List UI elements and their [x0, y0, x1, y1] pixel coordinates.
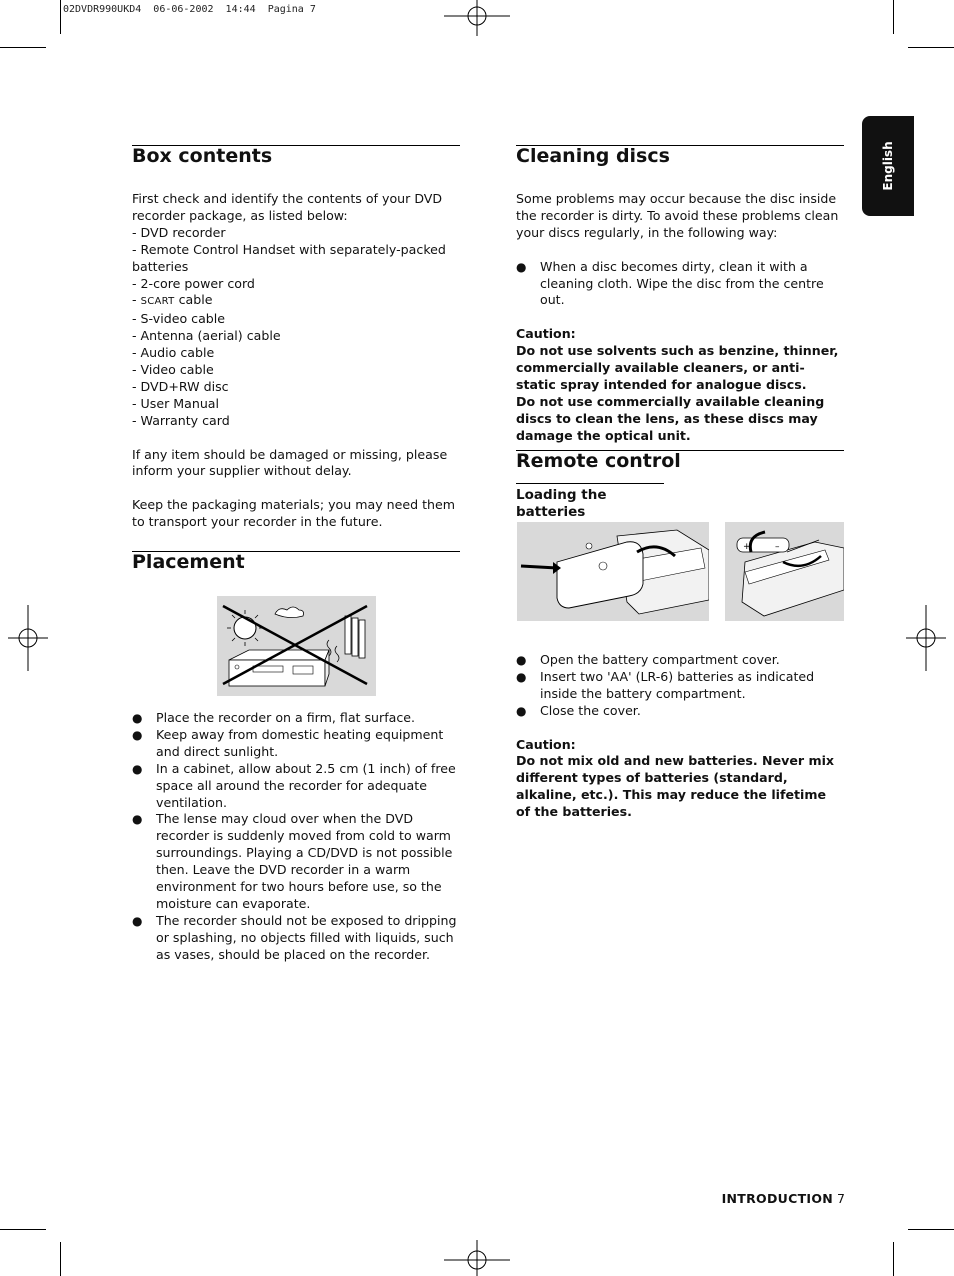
box-contents-section	[132, 145, 460, 531]
list-item: - S-video cable	[132, 311, 226, 327]
caution-label: Caution:	[516, 326, 576, 342]
list-item: - DVD recorder	[132, 224, 226, 240]
list-item: ● Insert two 'AA' (LR-6) batteries as indicated inside the battery compartment.	[516, 669, 844, 703]
battery-cover-illustration	[517, 522, 709, 621]
box-contents-title: Box contents	[132, 145, 460, 168]
list-item: - 2-core power cord	[132, 275, 255, 291]
language-tab	[862, 116, 914, 216]
list-item: - Remote Control Handset with separately-packed batteries	[132, 241, 446, 274]
caution-text: Do not use solvents such as benzine, thinner, commercially available cleaners, or anti-static spray intended for analogue discs.	[516, 343, 839, 392]
list-item: - DVD+RW disc	[132, 378, 229, 394]
list-item: - Video cable	[132, 362, 214, 378]
crop-mark	[0, 1229, 46, 1230]
printer-slug: 02DVDR990UKD4 06-06-2002 14:44 Pagina 7	[63, 4, 316, 15]
sun-heater-recorder-crossed-icon	[217, 596, 376, 696]
list-item-scart: - SCART cable	[132, 292, 213, 308]
list-item: - User Manual	[132, 395, 220, 411]
box-contents-intro: First check and identify the contents of your DVD recorder package, as listed below:	[132, 191, 443, 223]
remote-bullets	[516, 652, 844, 821]
caution-text: Do not use commercially available cleaning discs to clean the lens, as these discs may damage the optical unit.	[516, 393, 825, 443]
registration-mark-left	[8, 605, 48, 671]
crop-mark	[908, 1229, 954, 1230]
damaged-note: If any item should be damaged or missing, please inform your supplier without delay.	[132, 446, 448, 479]
crop-mark	[908, 47, 954, 48]
crop-mark	[893, 1242, 894, 1276]
page-footer	[722, 1191, 845, 1206]
cleaning-intro: Some problems may occur because the disc inside the recorder is dirty. To avoid these problems clean your discs regularly, in the following way:	[516, 191, 839, 240]
list-item: ● When a disc becomes dirty, clean it with a cleaning cloth. Wipe the disc from the centre out.	[516, 259, 844, 310]
packaging-note: Keep the packaging materials; you may need them to transport your recorder in the future.	[132, 497, 456, 530]
placement-section	[132, 551, 460, 574]
list-item: - Warranty card	[132, 412, 230, 428]
list-item: ● In a cabinet, allow about 2.5 cm (1 inch) of free space all around the recorder for adequate ventilation.	[132, 761, 460, 812]
caution-text: Do not mix old and new batteries. Never mix different types of batteries (standard, alkaline, etc.). This may reduce the lifetime of the batteries.	[516, 753, 835, 820]
svg-text:–: –	[775, 542, 780, 552]
registration-mark-bottom	[444, 1240, 510, 1276]
list-item: - Audio cable	[132, 345, 215, 361]
footer-section-label: INTRODUCTION	[721, 1191, 834, 1206]
remote-open-cover-icon	[517, 522, 709, 621]
list-item: ● Place the recorder on a firm, flat surface.	[132, 710, 460, 727]
caution-label: Caution:	[516, 736, 576, 752]
crop-mark	[60, 0, 61, 34]
crop-mark	[893, 0, 894, 34]
crop-mark	[0, 47, 46, 48]
cleaning-title: Cleaning discs	[516, 145, 844, 168]
registration-mark-right	[906, 605, 946, 671]
placement-illustration	[217, 596, 376, 696]
language-tab-label: English	[881, 141, 895, 191]
crop-mark	[60, 1242, 61, 1276]
list-item: ● Close the cover.	[516, 703, 844, 720]
remote-title: Remote control	[516, 450, 844, 473]
list-item: ● Keep away from domestic heating equipment and direct sunlight.	[132, 727, 460, 761]
list-item: ● The lense may cloud over when the DVD recorder is suddenly moved from cold to warm surroundings. Playing a CD/DVD is not possible then. Leave the DVD recorder in a warm environment for two hours before use, so the moisture can evaporate.	[132, 811, 460, 912]
list-item: ● The recorder should not be exposed to dripping or splashing, no objects filled with liquids, such as vases, should be placed on the recorder.	[132, 913, 460, 964]
page-number: 7	[837, 1191, 845, 1206]
cleaning-section	[516, 145, 844, 445]
placement-title: Placement	[132, 551, 460, 574]
battery-insert-illustration	[725, 522, 844, 621]
remote-insert-batteries-icon	[725, 522, 844, 621]
remote-section	[516, 450, 844, 521]
list-item: ● Open the battery compartment cover.	[516, 652, 844, 669]
svg-text:+: +	[743, 542, 751, 552]
placement-bullets	[132, 710, 460, 964]
list-item: - Antenna (aerial) cable	[132, 328, 281, 344]
loading-batteries-subtitle: Loading the batteries	[516, 483, 664, 521]
registration-mark-top	[444, 0, 510, 36]
